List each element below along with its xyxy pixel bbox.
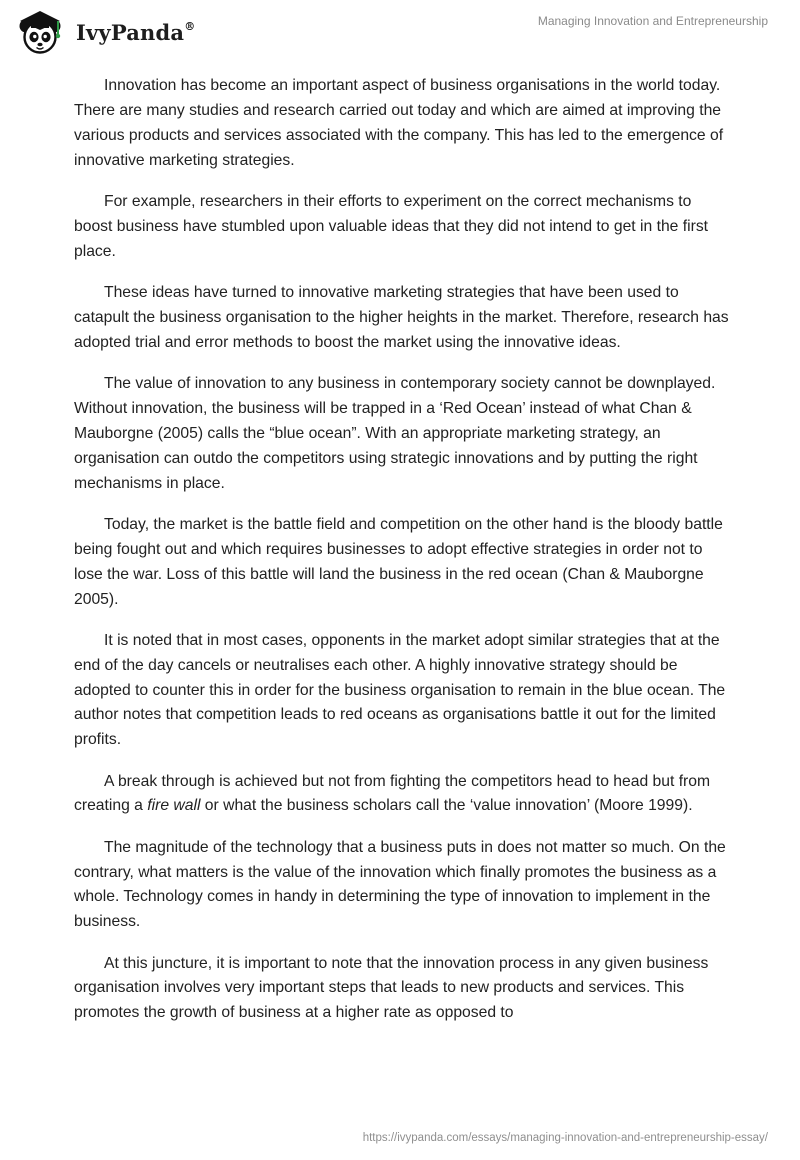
panda-graduation-cap-icon: [14, 6, 66, 58]
paragraph: The magnitude of the technology that a business puts in does not matter so much. On the contrary, what matters is the value of the innovation which finally promotes the business as a whole. Technology comes in handy in determining the type of innovation to implement in the business.: [74, 838, 726, 931]
paragraph: [74, 770, 734, 820]
essay-body: [74, 74, 734, 1043]
paragraph: For example, researchers in their efforts to experiment on the correct mechanisms to boost business have stumbled upon valuable ideas that they did not intend to get in the first place.: [74, 192, 709, 260]
paragraph-text: A break through is achieved but not from fighting the competitors head to head but from creating a: [74, 772, 711, 815]
source-url[interactable]: https://ivypanda.com/essays/managing-innovation-and-entrepreneurship-essay/: [362, 1132, 768, 1144]
document-title: Managing Innovation and Entrepreneurship: [537, 14, 768, 28]
page-header: [0, 0, 800, 70]
ivypanda-logo[interactable]: [14, 6, 195, 58]
paragraph: The value of innovation to any business in contemporary society cannot be downplayed. Without innovation, the business will be trapped in a ‘Red Ocean’ instead of what Chan & Mauborgne (2005) calls the “blue ocean”. With an appropriate marketing strategy, an organisation can outdo the competitors using strategic innovations and by putting the right mechanisms in place.: [74, 374, 716, 492]
registered-mark: ®: [184, 19, 196, 33]
logo-wordmark: IvyPanda®: [76, 19, 196, 45]
emphasis-text: fire wall: [147, 797, 201, 815]
paragraph: Innovation has become an important aspect of business organisations in the world today. There are many studies and research carried out today and which are aimed at improving the various products and services associated with the company. This has led to the emergence of innovative marketing strategies.: [74, 77, 724, 169]
paragraph: These ideas have turned to innovative marketing strategies that have been used to catapult the business organisation to the higher heights in the market. Therefore, research has adopted trial and error methods to boost the market using the innovative ideas.: [74, 283, 729, 351]
paragraph: Today, the market is the battle field and competition on the other hand is the bloody battle being fought out and which requires businesses to adopt effective strategies in order not to lose the war. Loss of this battle will land the business in the red ocean (Chan & Mauborgne 2005).: [74, 515, 723, 608]
paragraph-text: or what the business scholars call the ‘value innovation’ (Moore 1999).: [200, 797, 693, 815]
paragraph: At this juncture, it is important to note that the innovation process in any given business organisation involves very important steps that leads to new products and services. This promotes the growth of business at a higher rate as opposed to: [74, 954, 709, 1022]
paragraph: It is noted that in most cases, opponents in the market adopt similar strategies that at the end of the day cancels or neutralises each other. A highly innovative strategy should be adopted to counter this in order for the business organisation to remain in the blue ocean. The author notes that competition leads to red oceans as organisations battle it out for the limited profits.: [74, 631, 726, 749]
